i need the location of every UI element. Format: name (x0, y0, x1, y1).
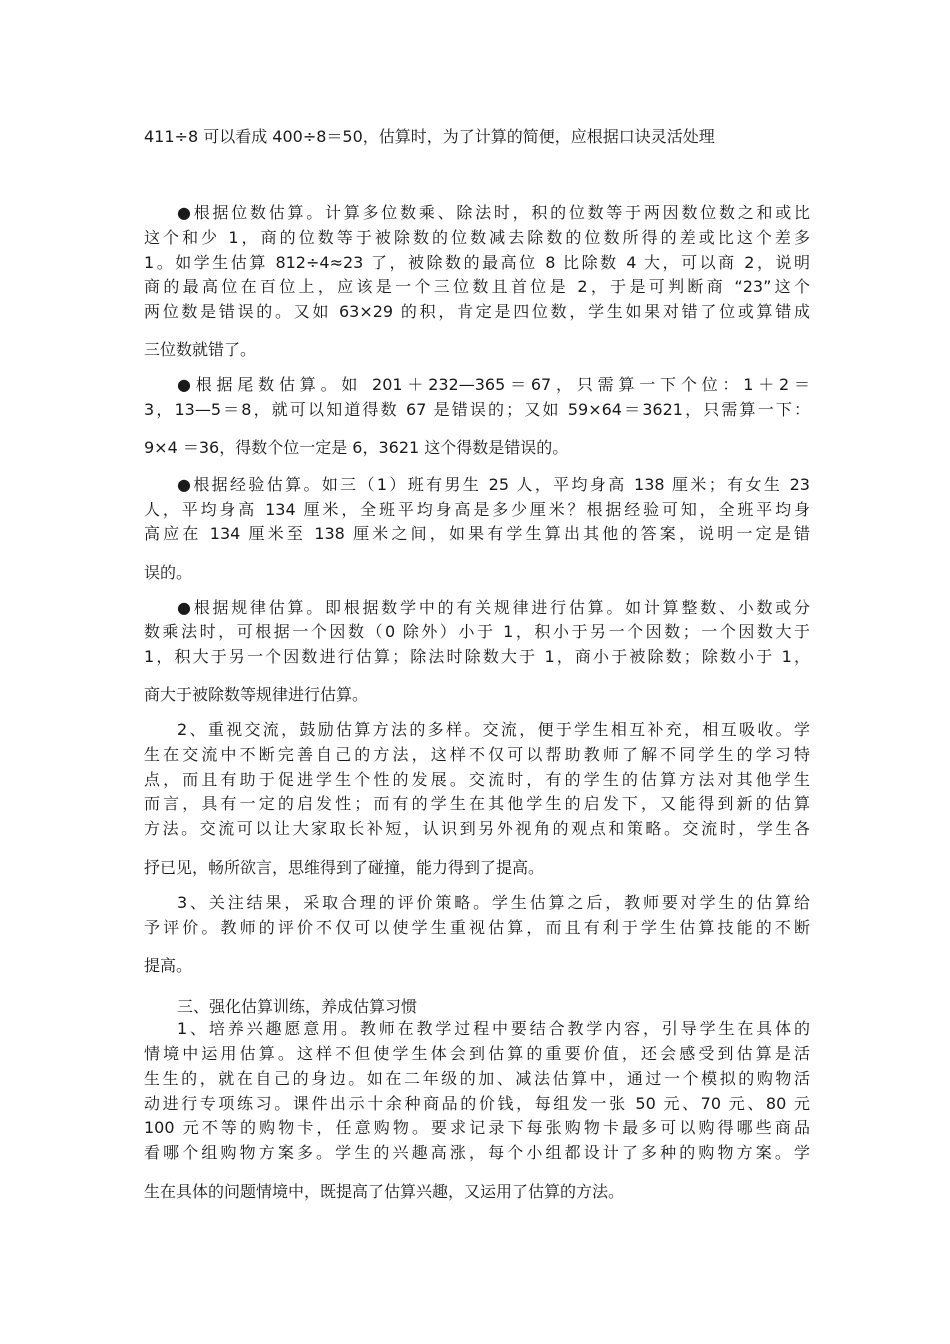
text-line: 数乘法时，可根据一个因数（0 除外）小于 1，积小于另一个因数；一个因数大于 (144, 622, 810, 641)
text-line: 高应在 134 厘米至 138 厘米之间，如果有学生算出其他的答案，说明一定是错 (144, 524, 810, 543)
text-line: 误的。 (144, 563, 193, 582)
text-line: 两位数是错误的。又如 63×29 的积，肯定是四位数，学生如果对错了位或算错成 (144, 302, 810, 321)
text-line: 3、关注结果，采取合理的评价策略。学生估算之后，教师要对学生的估算给 (177, 893, 810, 912)
text-line: 生在交流中不断完善自己的方法，这样不仅可以帮助教师了解不同学生的学习特 (144, 745, 810, 764)
text-line: 生生的，就在自己的身边。如在二年级的加、减法估算中，通过一个模拟的购物活 (144, 1069, 810, 1088)
text-line: 1，积大于另一个因数进行估算；除法时除数大于 1，商小于被除数；除数小于 1， (144, 647, 810, 666)
text-line: 1。如学生估算 812÷4≈23 了，被除数的最高位 8 比除数 4 大，可以商 2，说明 (144, 253, 810, 272)
text-line: 2、重视交流，鼓励估算方法的多样。交流，便于学生相互补充，相互吸收。学 (177, 720, 810, 739)
text-line: 抒已见，畅所欲言，思维得到了碰撞，能力得到了提高。 (144, 858, 545, 877)
text-line: 点，而且有助于促进学生个性的发展。交流时，有的学生的估算方法对其他学生 (144, 770, 810, 789)
text-line: ●根据位数估算。计算多位数乘、除法时，积的位数等于两因数位数之和或比 (177, 203, 810, 222)
text-line: ●根据尾数估算。如 201＋232—365＝67，只需算一下个位：1＋2＝ (177, 375, 810, 394)
text-line: 3，13—5＝8，就可以知道得数 67 是错误的；又如 59×64＝3621，只需算一下： (144, 400, 810, 419)
text-line: 商的最高位在百位上，应该是一个三位数且首位是 2，于是可判断商 “23”这个 (144, 277, 810, 296)
text-line: 生在具体的问题情境中，既提高了估算兴趣，又运用了估算的方法。 (144, 1182, 625, 1201)
text-line: 情境中运用估算。这样不但使学生体会到估算的重要价值，还会感受到估算是活 (144, 1044, 810, 1063)
text-line: 予评价。教师的评价不仅可以使学生重视估算，而且有利于学生估算技能的不断 (144, 918, 810, 937)
text-line: 三位数就错了。 (144, 340, 257, 359)
text-line: 100 元不等的购物卡，任意购物。要求记录下每张购物卡最多可以购得哪些商品 (144, 1118, 810, 1137)
text-line: 1、培养兴趣愿意用。教师在教学过程中要结合教学内容，引导学生在具体的 (177, 1019, 810, 1038)
text-line: 这个和少 1，商的位数等于被除数的位数减去除数的位数所得的差或比这个差多 (144, 228, 810, 247)
section-heading: 三、强化估算训练，养成估算习惯 (177, 997, 418, 1016)
text-line: 提高。 (144, 956, 193, 975)
text-line: 方法。交流可以让大家取长补短，认识到另外视角的观点和策略。交流时，学生各 (144, 819, 810, 838)
text-line: ●根据规律估算。即根据数学中的有关规律进行估算。如计算整数、小数或分 (177, 598, 810, 617)
text-line: 411÷8 可以看成 400÷8＝50，估算时，为了计算的简便，应根据口诀灵活处理 (144, 127, 715, 146)
text-line: ●根据经验估算。如三（1）班有男生 25 人，平均身高 138 厘米；有女生 23 (177, 475, 810, 494)
text-line: 人，平均身高 134 厘米，全班平均身高是多少厘米？根据经验可知，全班平均身 (144, 500, 810, 519)
text-line: 9×4 ＝36，得数个位一定是 6，3621 这个得数是错误的。 (144, 438, 569, 457)
text-line: 动进行专项练习。课件出示十余种商品的价钱，每组发一张 50 元、70 元、80 元 (144, 1094, 810, 1113)
text-line: 而言，具有一定的启发性；而有的学生在其他学生的启发下，又能得到新的估算 (144, 794, 810, 813)
text-line: 看哪个组购物方案多。学生的兴趣高涨，每个小组都设计了多种的购物方案。学 (144, 1143, 810, 1162)
text-line: 商大于被除数等规律进行估算。 (144, 685, 369, 704)
